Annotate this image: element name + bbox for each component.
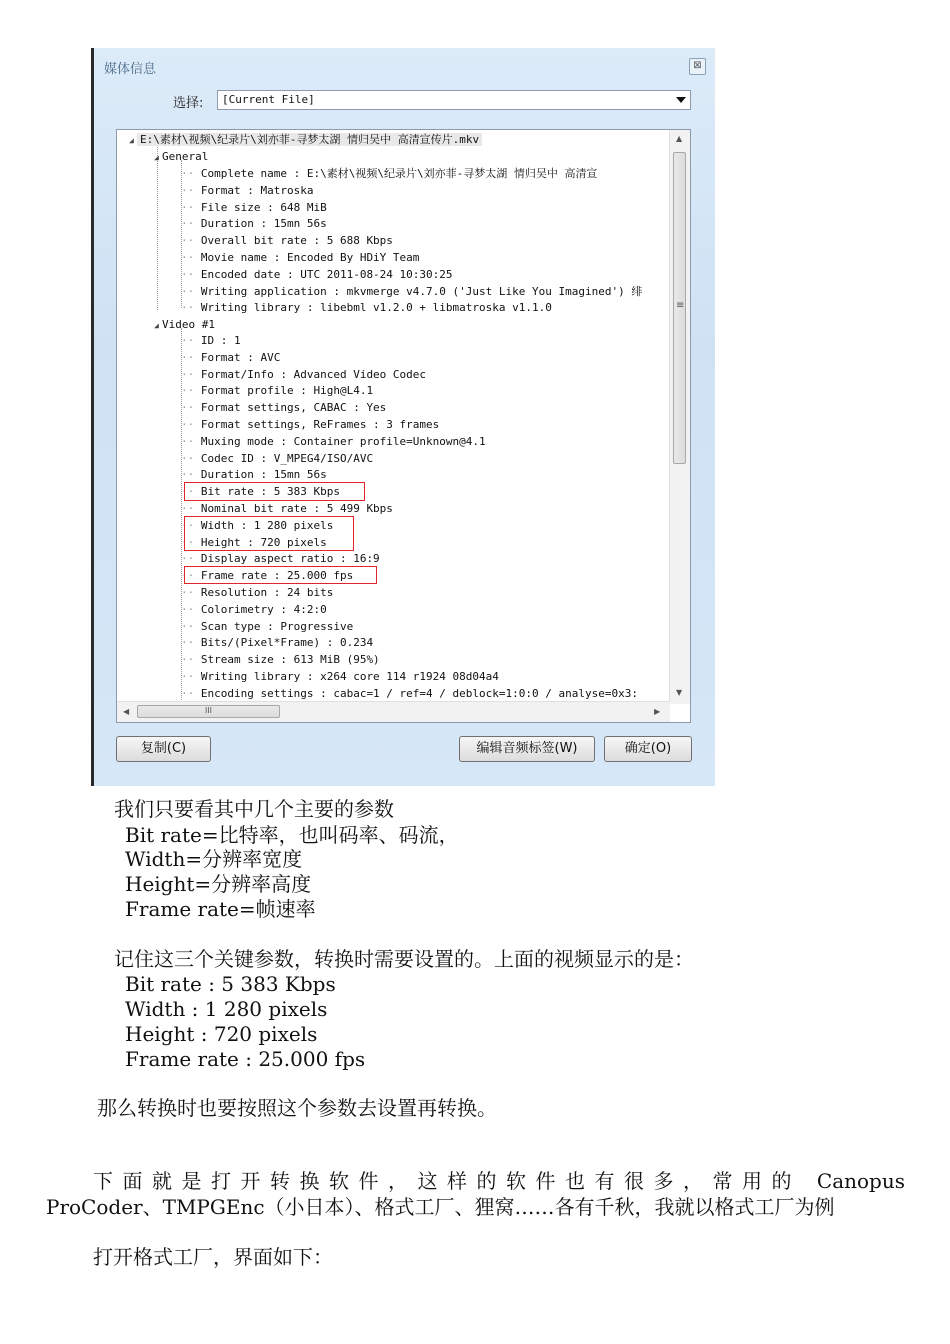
horizontal-scroll-thumb[interactable]: III bbox=[137, 705, 280, 718]
tree-leaf-text: Scan type : Progressive bbox=[200, 619, 354, 633]
tree-leaf-text: Writing library : libebml v1.2.0 + libmatroska v1.1.0 bbox=[200, 301, 552, 315]
tree-video-node[interactable] bbox=[154, 317, 215, 333]
tree-connector: ·· bbox=[181, 367, 201, 381]
width-definition: Width=分辨率宽度 bbox=[125, 847, 303, 871]
tree-connector: ·· bbox=[181, 418, 201, 431]
tree-leaf[interactable] bbox=[181, 602, 327, 618]
framerate-value: Frame rate : 25.000 fps bbox=[125, 1047, 366, 1071]
edit-audio-tags-button[interactable]: 编辑音频标签(W) bbox=[459, 736, 595, 762]
tree-connector: ·· bbox=[181, 267, 201, 281]
tree-connector: ·· bbox=[181, 251, 201, 264]
tree-leaf-text: Nominal bit rate : 5 499 Kbps bbox=[200, 502, 393, 515]
tree-leaf-text: Format : Matroska bbox=[200, 183, 314, 197]
tree-leaf-text: Encoded date : UTC 2011-08-24 10:30:25 bbox=[200, 267, 453, 281]
height-definition: Height=分辨率高度 bbox=[125, 872, 312, 896]
tree-leaf-text: Resolution : 24 bits bbox=[200, 586, 334, 599]
tree-leaf-text: Duration : 15mn 56s bbox=[200, 468, 327, 482]
tree-leaf-text: Duration : 15mn 56s bbox=[200, 217, 327, 231]
tree-leaf[interactable] bbox=[181, 451, 374, 467]
tree-root-label: E:\素材\视频\纪录片\刘亦菲-寻梦太湖 情归吴中 高清宣传片.mkv bbox=[137, 133, 482, 146]
chevron-down-icon[interactable] bbox=[676, 97, 686, 103]
tree-leaf[interactable] bbox=[181, 233, 393, 249]
tree-leaf-text: Stream size : 613 MiB (95%) bbox=[200, 653, 380, 667]
tree-root-node[interactable] bbox=[129, 132, 482, 148]
expand-arrow-icon[interactable]: ◢ bbox=[129, 136, 134, 145]
tree-leaf-text: Format/Info : Advanced Video Codec bbox=[200, 367, 427, 381]
tree-leaf-text: Bits/(Pixel*Frame) : 0.234 bbox=[200, 636, 374, 650]
height-value: Height : 720 pixels bbox=[125, 1022, 318, 1046]
tree-leaf[interactable] bbox=[181, 250, 420, 266]
scroll-right-icon[interactable]: ▶ bbox=[654, 707, 661, 716]
tree-leaf-text: File size : 648 MiB bbox=[200, 200, 327, 214]
select-label: 选择: bbox=[173, 96, 204, 111]
tree-leaf[interactable] bbox=[181, 350, 281, 366]
tree-connector: ·· bbox=[181, 350, 201, 364]
tree-leaf[interactable] bbox=[181, 183, 314, 199]
expand-arrow-icon[interactable]: ◢ bbox=[154, 321, 159, 330]
bitrate-highlight bbox=[184, 482, 365, 501]
file-select-value: [Current File] bbox=[222, 93, 315, 106]
tree-leaf-text: Height : 720 pixels bbox=[200, 535, 327, 549]
tree-leaf[interactable] bbox=[181, 501, 393, 517]
tree-connector: ·· bbox=[181, 502, 201, 515]
tree-leaf-text: ID : 1 bbox=[200, 334, 241, 347]
width-value: Width : 1 280 pixels bbox=[125, 997, 328, 1021]
tree-connector: ·· bbox=[181, 485, 201, 499]
tree-leaf-text: Writing application : mkvmerge v4.7.0 ('Just Like You Imagined') 绯 bbox=[200, 284, 643, 298]
vertical-scrollbar[interactable] bbox=[669, 130, 690, 704]
tree-connector: ·· bbox=[181, 552, 201, 566]
copy-button[interactable]: 复制(C) bbox=[116, 736, 211, 762]
tree-connector: ·· bbox=[181, 670, 201, 683]
tree-leaf[interactable] bbox=[181, 166, 598, 182]
tree-leaf[interactable] bbox=[181, 400, 387, 416]
tree-connector: ·· bbox=[181, 183, 201, 197]
tree-leaf-text: Codec ID : V_MPEG4/ISO/AVC bbox=[200, 451, 374, 465]
tree-video-label: Video #1 bbox=[162, 318, 215, 331]
tree-leaf[interactable] bbox=[181, 367, 427, 383]
dialog-title: 媒体信息 bbox=[104, 62, 157, 77]
file-select[interactable] bbox=[217, 90, 691, 110]
tree-leaf[interactable] bbox=[181, 417, 440, 433]
tree-connector: ·· bbox=[181, 468, 201, 482]
tree-general-label: General bbox=[162, 150, 209, 163]
tree-leaf[interactable] bbox=[181, 267, 453, 283]
framerate-highlight bbox=[184, 566, 377, 584]
bitrate-definition: Bit rate=比特率，也叫码率、码流， bbox=[125, 823, 459, 847]
tree-leaf-text: Format settings, CABAC : Yes bbox=[200, 401, 387, 415]
software-paragraph-line2: ProCoder、TMPGEnc（小日本）、格式工厂、狸窝……各有千秋，我就以格式工厂为例 bbox=[46, 1195, 835, 1219]
ok-button[interactable]: 确定(O) bbox=[604, 736, 692, 762]
tree-leaf-text: Display aspect ratio : 16:9 bbox=[200, 552, 380, 566]
open-factory-text: 打开格式工厂，界面如下： bbox=[93, 1245, 333, 1269]
tree-connector: ·· bbox=[181, 234, 201, 248]
remember-text: 记住这三个关键参数，转换时需要设置的。上面的视频显示的是： bbox=[114, 947, 694, 971]
tree-connector: ·· bbox=[181, 518, 201, 532]
tree-leaf[interactable] bbox=[181, 216, 327, 232]
tree-connector: ·· bbox=[181, 167, 201, 180]
tree-leaf-text: Format settings, ReFrames : 3 frames bbox=[200, 418, 440, 431]
tree-connector: ·· bbox=[181, 200, 201, 214]
scroll-grip-icon: ≡ bbox=[676, 300, 685, 311]
tree-connector: ·· bbox=[181, 569, 201, 583]
tree-leaf-text: Bit rate : 5 383 Kbps bbox=[200, 485, 340, 499]
scroll-left-icon[interactable]: ◀ bbox=[123, 707, 130, 716]
tree-leaf[interactable] bbox=[181, 383, 374, 399]
tree-connector: ·· bbox=[181, 686, 201, 700]
convert-note: 那么转换时也要按照这个参数去设置再转换。 bbox=[97, 1096, 497, 1120]
info-tree[interactable] bbox=[116, 129, 691, 723]
tree-leaf-text: Muxing mode : Container profile=Unknown@4.1 bbox=[200, 434, 486, 448]
tree-leaf-text: Format : AVC bbox=[200, 350, 281, 364]
tree-leaf-text: Encoding settings : cabac=1 / ref=4 / deblock=1:0:0 / analyse=0x3: bbox=[200, 686, 638, 700]
bitrate-value: Bit rate : 5 383 Kbps bbox=[125, 972, 336, 996]
tree-connector: ·· bbox=[181, 586, 201, 599]
tree-leaf[interactable] bbox=[181, 434, 486, 450]
tree-leaf-text: Complete name : E:\素材\视频\纪录片\刘亦菲-寻梦太湖 情归吴中 高清宣 bbox=[200, 167, 598, 180]
media-info-dialog bbox=[91, 48, 715, 786]
tree-connector: ·· bbox=[181, 535, 201, 549]
tree-guide bbox=[157, 144, 158, 310]
tree-leaf[interactable] bbox=[181, 652, 380, 668]
tree-leaf-text: Format profile : High@L4.1 bbox=[200, 384, 374, 398]
tree-connector: ·· bbox=[181, 401, 201, 415]
tree-connector: ·· bbox=[181, 217, 201, 231]
tree-connector: ·· bbox=[181, 619, 201, 633]
tree-leaf[interactable] bbox=[181, 200, 327, 216]
intro-text: 我们只要看其中几个主要的参数 bbox=[114, 797, 394, 821]
horizontal-scrollbar[interactable] bbox=[117, 701, 670, 722]
tree-content bbox=[117, 130, 670, 704]
tree-leaf[interactable] bbox=[181, 585, 334, 601]
tree-leaf[interactable] bbox=[181, 669, 499, 685]
tree-leaf[interactable] bbox=[181, 467, 327, 483]
scroll-down-icon[interactable]: ▼ bbox=[676, 688, 683, 697]
tree-leaf-text: Overall bit rate : 5 688 Kbps bbox=[200, 234, 393, 248]
tree-leaf-text: Movie name : Encoded By HDiY Team bbox=[200, 251, 420, 264]
tree-leaf[interactable] bbox=[181, 619, 354, 635]
tree-leaf[interactable] bbox=[181, 333, 241, 349]
tree-leaf-text: Colorimetry : 4:2:0 bbox=[200, 602, 327, 616]
resolution-highlight bbox=[184, 516, 354, 551]
tree-connector: ·· bbox=[181, 636, 201, 650]
tree-connector: ·· bbox=[181, 384, 201, 398]
tree-leaf-text: Writing library : x264 core 114 r1924 08d04a4 bbox=[200, 670, 499, 683]
tree-leaf[interactable] bbox=[181, 300, 552, 316]
tree-connector: ·· bbox=[181, 602, 201, 616]
close-icon[interactable]: ⊠ bbox=[689, 58, 706, 75]
software-paragraph-line1: 下面就是打开转换软件，这样的软件也有很多，常用的 Canopus bbox=[93, 1169, 905, 1193]
tree-connector: ·· bbox=[181, 284, 201, 298]
tree-leaf[interactable] bbox=[181, 551, 380, 567]
tree-leaf-text: Width : 1 280 pixels bbox=[200, 518, 334, 532]
scroll-up-icon[interactable]: ▲ bbox=[676, 134, 683, 143]
tree-connector: ·· bbox=[181, 301, 201, 315]
tree-connector: ·· bbox=[181, 451, 201, 465]
tree-leaf-text: Frame rate : 25.000 fps bbox=[200, 569, 354, 583]
tree-connector: ·· bbox=[181, 334, 201, 347]
tree-leaf[interactable] bbox=[181, 635, 374, 651]
expand-arrow-icon[interactable]: ◢ bbox=[154, 153, 159, 162]
tree-leaf[interactable] bbox=[181, 686, 638, 702]
framerate-definition: Frame rate=帧速率 bbox=[125, 897, 316, 921]
tree-connector: ·· bbox=[181, 653, 201, 667]
tree-leaf[interactable] bbox=[181, 284, 643, 300]
tree-general-node[interactable] bbox=[154, 149, 208, 165]
tree-connector: ·· bbox=[181, 434, 201, 448]
